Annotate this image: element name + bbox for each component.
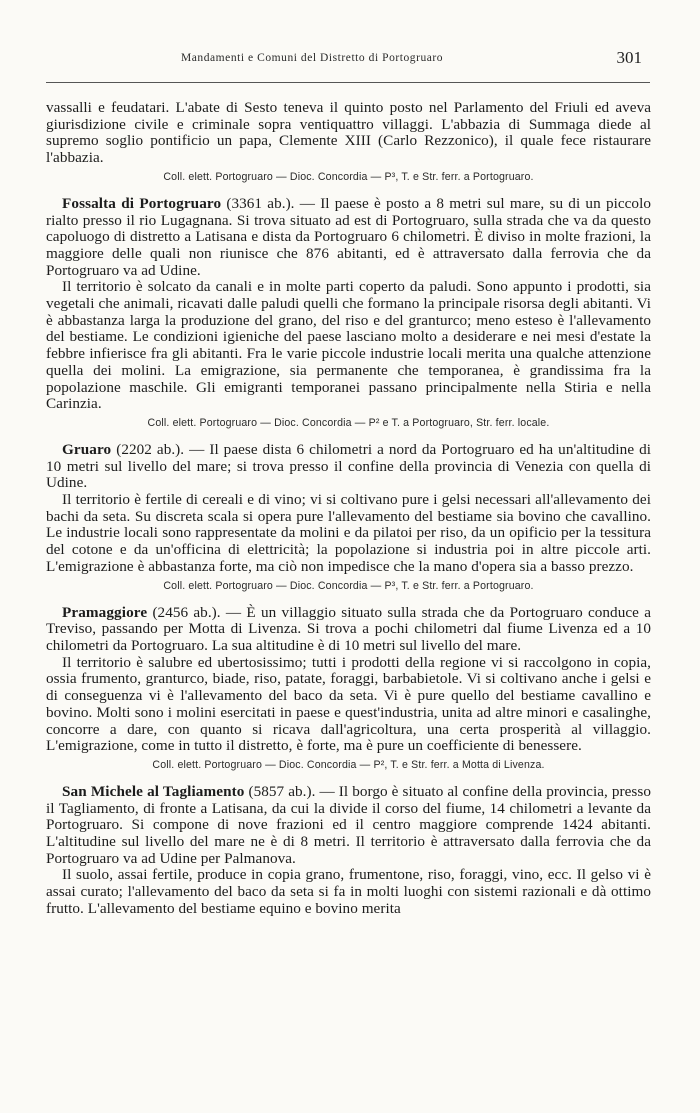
entry-paragraph <box>46 605 651 655</box>
entry-paragraph <box>46 784 651 868</box>
page-number: 301 <box>616 48 642 67</box>
page-header <box>46 48 650 70</box>
running-title: Mandamenti e Comuni del Distretto di Portogruaro <box>181 52 444 64</box>
entry-paragraph: Il suolo, assai fertile, produce in copia grano, frumentone, riso, foraggi, vino, ecc. Il gelso vi è assai curato; l'allevamento del baco da seta si fa in molti luoghi con sistemi razionali e dà ottimo frutto. L'allevamento del bestiame equino e bovino merita <box>46 866 651 917</box>
entry-fossalta <box>46 196 651 431</box>
entry-lead-text: (3361 ab.). — Il paese è posto a 8 metri sul mare, su di un piccolo rialto presso il rio Lugagnana. Si trova situato ad est di Portogruaro, sulla strada che va da questo capoluogo di distretto a Latisana e dista da Portogruaro 6 chilometri. È diviso in molte frazioni, la maggiore delle quali non riunisce che 876 abitanti, ed è attraversato dalla ferrovia che da Portogruaro va ad Udine. <box>46 194 651 279</box>
entry-san-michele <box>46 784 651 918</box>
intro-paragraph: vassalli e feudatari. L'abate di Sesto teneva il quinto posto nel Parlamento del Friuli ed aveva giurisdizione civile e criminale sopra ventiquattro villaggi. L'abbazia di Summaga diede al supremo soglio pontificio un papa, Clemente XIII (Carlo Rezzonico), il quale fece ristaurare l'abbazia. <box>46 99 651 167</box>
header-rule <box>46 82 650 83</box>
entry-lead-text: (2202 ab.). — Il paese dista 6 chilometri a nord da Portogruaro ed ha un'altitudine di 10 metri sul livello del mare; si trova presso il confine della provincia di Venezia con quella di Udine. <box>46 440 651 492</box>
intro-note: Coll. elett. Portogruaro — Dioc. Concordia — P³, T. e Str. ferr. a Portogruaro. <box>163 170 534 183</box>
entry-note: Coll. elett. Portogruaro — Dioc. Concordia — P³, T. e Str. ferr. a Portogruaro. <box>163 579 534 592</box>
entry-title: Pramaggiore <box>62 603 148 621</box>
entry-title: Fossalta di Portogruaro <box>62 194 222 212</box>
entry-paragraph <box>46 442 651 492</box>
entry-lead-text: (2456 ab.). — È un villaggio situato sulla strada che da Portogruaro conduce a Treviso, passando per Motta di Livenza. Si trova a pochi chilometri dal fiume Livenza ed a 10 chilometri da Portogruaro. La sua altitudine è di 10 metri sul livello del mare. <box>46 603 651 654</box>
entry-title: San Michele al Tagliamento <box>62 782 245 800</box>
entry-title: Gruaro <box>62 440 112 458</box>
entry-paragraph: Il territorio è salubre ed ubertosissimo; tutti i prodotti della regione vi si raccolgono in copia, ossia frumento, granturco, biade, riso, patate, foraggi, barbabietole. Vi si coltivano anche i gelsi e di conseguenza vi è l'allevamento del baco da seta. Vi è pure quello del bestiame cavallino e bovino. Molti sono i molini esercitati in paese e quest'industria, unita ad altre minori e casalinghe, concorre a dare, con quanto si ricava dall'agricoltura, una certa prosperità al villaggio. L'emigrazione, come in tutto il distretto, è forte, ma è pure un coefficiente di benessere. <box>46 653 651 755</box>
entry-paragraph: Il territorio è solcato da canali e in molte parti coperto da paludi. Sono appunto i prodotti, sia vegetali che animali, ricavati dalle paludi quelli che formano la principale risorsa degli abitanti. Vi è abbastanza larga la produzione del grano, del riso e del granturco; meno esteso è l'allevamento del bestiame. Le condizioni igieniche del paese lasciano molto a desiderare e nei mesi d'estate la febbre infierisce fra gli abitanti. Fra le varie piccole industrie locali merita una qualche attenzione quella dei molini. La emigrazione, sia permanente che temporanea, è grandissima fra la popolazione maschile. Gli emigranti temporanei passano principalmente nella Stiria e nella Carinzia. <box>46 278 651 413</box>
entry-note: Coll. elett. Portogruaro — Dioc. Concordia — P², T. e Str. ferr. a Motta di Livenza. <box>152 758 545 771</box>
entry-pramaggiore <box>46 605 651 773</box>
entry-paragraph <box>46 196 651 280</box>
entry-note: Coll. elett. Portogruaro — Dioc. Concordia — P² e T. a Portogruaro, Str. ferr. locale. <box>147 416 550 429</box>
entry-gruaro <box>46 442 651 594</box>
entry-lead-text: (5857 ab.). — Il borgo è situato al confine della provincia, presso il Tagliamento, di fronte a Latisana, da cui la divide il corso del fiume, 14 chilometri a levante da Portogruaro. Si compone di nove frazioni ed il centro maggiore comprende 1424 abitanti. L'altitudine sul livello del mare ne è di 8 metri. Il territorio è attraversato dalla ferrovia che da Portogruaro va ad Udine per Palmanova. <box>46 782 651 867</box>
page-body <box>46 100 651 918</box>
entry-paragraph: Il territorio è fertile di cereali e di vino; vi si coltivano pure i gelsi necessari all'allevamento dei bachi da seta. Su discreta scala si opera pure l'allevamento del bestiame sia bovino che cavallino. Le industrie locali sono rappresentate da molini e da pilatoi per riso, da un opificio per la tessitura del cotone e da un'officina di elettricità; la popolazione si industria poi in altre piccole arti. L'emigrazione è abbastanza forte, ma ciò non impedisce che la mano d'opera sia a basso prezzo. <box>46 491 651 575</box>
